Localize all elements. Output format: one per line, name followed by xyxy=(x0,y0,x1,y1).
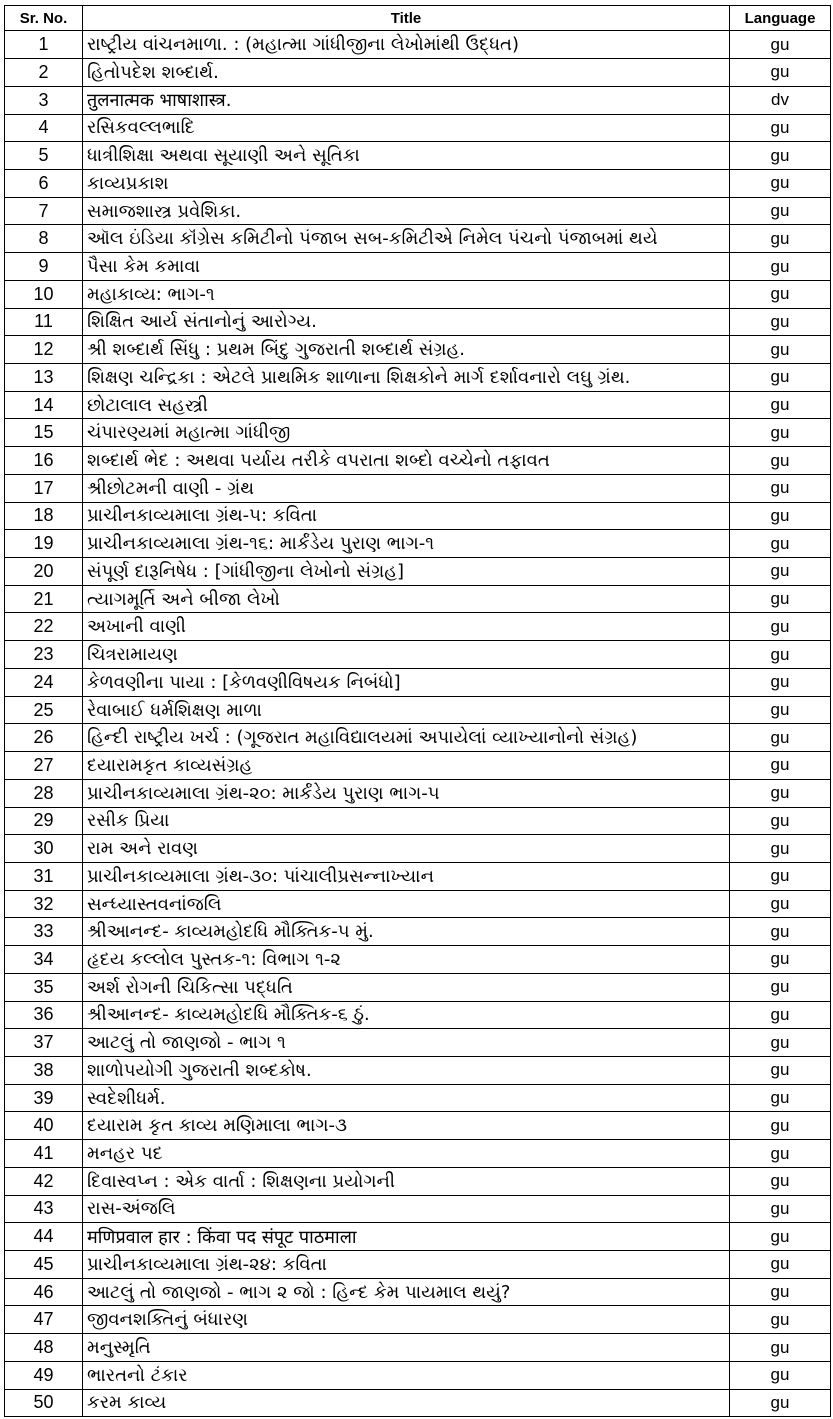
language-cell: gu xyxy=(730,696,831,724)
title-cell: શાળોપયોગી ગુજરાતી શબ્દકોષ. xyxy=(83,1056,730,1084)
language-cell: gu xyxy=(730,1167,831,1195)
sr-no-cell: 2 xyxy=(5,59,83,87)
title-cell: શ્રીછોટમની વાણી - ગ્રંથ xyxy=(83,474,730,502)
title-cell: પ્રાચીનકાવ્યમાલા ગ્રંથ-૧૬: માર્કંડેય પુરાણ ભાગ-૧ xyxy=(83,530,730,558)
language-cell: gu xyxy=(730,419,831,447)
language-cell: gu xyxy=(730,1001,831,1029)
title-cell: રેવાબાઈ ધર્મશિક્ષણ માળા xyxy=(83,696,730,724)
title-cell: શ્રીઆનન્દ- કાવ્યમહોદધિ મૌક્તિક-૬ ઠું. xyxy=(83,1001,730,1029)
table-row xyxy=(5,668,831,696)
title-cell: મનહર પદ xyxy=(83,1140,730,1168)
language-cell: gu xyxy=(730,724,831,752)
language-cell: gu xyxy=(730,946,831,974)
sr-no-cell: 29 xyxy=(5,807,83,835)
table-row xyxy=(5,1389,831,1417)
table-row xyxy=(5,807,831,835)
sr-no-cell: 27 xyxy=(5,752,83,780)
sr-no-cell: 7 xyxy=(5,197,83,225)
language-cell: gu xyxy=(730,308,831,336)
sr-no-cell: 26 xyxy=(5,724,83,752)
table-row xyxy=(5,419,831,447)
sr-no-cell: 20 xyxy=(5,558,83,586)
title-cell: ધાત્રીશિક્ષા અથવા સૂયાણી અને સૂતિકા xyxy=(83,142,730,170)
language-cell: gu xyxy=(730,1306,831,1334)
language-cell: gu xyxy=(730,558,831,586)
sr-no-cell: 32 xyxy=(5,890,83,918)
table-body xyxy=(5,31,831,1417)
language-cell: gu xyxy=(730,225,831,253)
table-row xyxy=(5,1361,831,1389)
table-row xyxy=(5,1223,831,1251)
sr-no-cell: 50 xyxy=(5,1389,83,1417)
table-row xyxy=(5,1306,831,1334)
table-row xyxy=(5,558,831,586)
sr-no-cell: 12 xyxy=(5,336,83,364)
sr-no-cell: 17 xyxy=(5,474,83,502)
language-cell: gu xyxy=(730,1389,831,1417)
language-cell: gu xyxy=(730,474,831,502)
language-cell: gu xyxy=(730,1029,831,1057)
table-row xyxy=(5,1251,831,1279)
language-cell: gu xyxy=(730,973,831,1001)
title-cell: મહાકાવ્ય: ભાગ-૧ xyxy=(83,280,730,308)
book-list-table xyxy=(4,5,831,1417)
table-row xyxy=(5,1056,831,1084)
title-cell: શ્રી શબ્દાર્થ સિંધુ : પ્રથમ બિંદુ ગુજરાતી શબ્દાર્થ સંગ્રહ. xyxy=(83,336,730,364)
title-cell: શબ્દાર્થ ભેદ : અથવા પર્યાય તરીકે વપરાતા શબ્દો વચ્ચેનો તફાવત xyxy=(83,447,730,475)
language-cell: gu xyxy=(730,1361,831,1389)
language-cell: gu xyxy=(730,253,831,281)
table-row xyxy=(5,696,831,724)
table-row xyxy=(5,1195,831,1223)
sr-no-cell: 25 xyxy=(5,696,83,724)
sr-no-cell: 16 xyxy=(5,447,83,475)
title-cell: હિતોપદેશ શબ્દાર્થ. xyxy=(83,59,730,87)
title-cell: રામ અને રાવણ xyxy=(83,835,730,863)
sr-no-cell: 34 xyxy=(5,946,83,974)
table-row xyxy=(5,530,831,558)
table-row xyxy=(5,86,831,114)
language-cell: gu xyxy=(730,114,831,142)
sr-no-cell: 28 xyxy=(5,779,83,807)
table-row xyxy=(5,890,831,918)
table-row xyxy=(5,502,831,530)
table-row xyxy=(5,1084,831,1112)
title-cell: પ્રાચીનકાવ્યમાલા ગ્રંથ-૩૦: પાંચાલીપ્રસન્નાખ્યાન xyxy=(83,862,730,890)
title-cell: ચિત્રરામાયણ xyxy=(83,641,730,669)
header-row xyxy=(5,6,831,31)
language-cell: gu xyxy=(730,1195,831,1223)
language-cell: gu xyxy=(730,59,831,87)
table-row xyxy=(5,779,831,807)
sr-no-cell: 33 xyxy=(5,918,83,946)
table-row xyxy=(5,280,831,308)
language-cell: gu xyxy=(730,447,831,475)
sr-no-cell: 22 xyxy=(5,613,83,641)
title-cell: જીવનશક્તિનું બંધારણ xyxy=(83,1306,730,1334)
title-header: Title xyxy=(83,6,730,31)
sr-no-cell: 19 xyxy=(5,530,83,558)
table-row xyxy=(5,1029,831,1057)
table-row xyxy=(5,835,831,863)
language-cell: gu xyxy=(730,668,831,696)
sr-no-cell: 14 xyxy=(5,391,83,419)
sr-no-cell: 5 xyxy=(5,142,83,170)
language-cell: gu xyxy=(730,142,831,170)
table-row xyxy=(5,641,831,669)
table-row xyxy=(5,946,831,974)
table-header xyxy=(5,6,831,31)
table-row xyxy=(5,31,831,59)
sr-no-cell: 18 xyxy=(5,502,83,530)
language-cell: gu xyxy=(730,1084,831,1112)
title-cell: હિન્દી રાષ્ટ્રીય ખર્ચ : (ગૂજરાત મહાવિદ્યાલયમાં અપાયેલાં વ્યાખ્યાનોનો સંગ્રહ) xyxy=(83,724,730,752)
sr-no-cell: 46 xyxy=(5,1278,83,1306)
table-row xyxy=(5,114,831,142)
sr-no-cell: 30 xyxy=(5,835,83,863)
language-cell: gu xyxy=(730,530,831,558)
table-row xyxy=(5,142,831,170)
table-row xyxy=(5,585,831,613)
language-cell: dv xyxy=(730,86,831,114)
table-row xyxy=(5,308,831,336)
table-row xyxy=(5,447,831,475)
language-cell: gu xyxy=(730,585,831,613)
table-row xyxy=(5,1140,831,1168)
table-row xyxy=(5,336,831,364)
language-cell: gu xyxy=(730,807,831,835)
language-cell: gu xyxy=(730,364,831,392)
title-cell: અર્શ રોગની ચિકિત્સા પદ્ધતિ xyxy=(83,973,730,1001)
table-row xyxy=(5,752,831,780)
language-cell: gu xyxy=(730,835,831,863)
sr-no-cell: 10 xyxy=(5,280,83,308)
table-row xyxy=(5,1001,831,1029)
table-row xyxy=(5,1112,831,1140)
title-cell: શિક્ષિત આર્ય સંતાનોનું આરોગ્ય. xyxy=(83,308,730,336)
sr-no-cell: 41 xyxy=(5,1140,83,1168)
title-cell: દયારામકૃત કાવ્યસંગ્રહ xyxy=(83,752,730,780)
sr-no-cell: 15 xyxy=(5,419,83,447)
title-cell: શ્રીઆનન્દ- કાવ્યમહોદધિ મૌક્તિક-૫ મું. xyxy=(83,918,730,946)
sr-no-header: Sr. No. xyxy=(5,6,83,31)
language-cell: gu xyxy=(730,862,831,890)
sr-no-cell: 11 xyxy=(5,308,83,336)
language-header: Language xyxy=(730,6,831,31)
table-row xyxy=(5,1278,831,1306)
language-cell: gu xyxy=(730,1112,831,1140)
title-cell: ચંપારણ્યમાં મહાત્મા ગાંધીજી xyxy=(83,419,730,447)
sr-no-cell: 36 xyxy=(5,1001,83,1029)
title-cell: આટલું તો જાણજો - ભાગ ૧ xyxy=(83,1029,730,1057)
title-cell: રસીક પ્રિયા xyxy=(83,807,730,835)
sr-no-cell: 42 xyxy=(5,1167,83,1195)
title-cell: પ્રાચીનકાવ્યમાલા ગ્રંથ-૨૪: કવિતા xyxy=(83,1251,730,1279)
sr-no-cell: 49 xyxy=(5,1361,83,1389)
sr-no-cell: 4 xyxy=(5,114,83,142)
title-cell: દયારામ કૃત કાવ્ય મણિમાલા ભાગ-૩ xyxy=(83,1112,730,1140)
language-cell: gu xyxy=(730,197,831,225)
sr-no-cell: 3 xyxy=(5,86,83,114)
title-cell: સંપૂર્ણ દારૂનિષેધ : [ગાંધીજીના લેખોનો સંગ્રહ] xyxy=(83,558,730,586)
sr-no-cell: 6 xyxy=(5,169,83,197)
language-cell: gu xyxy=(730,918,831,946)
language-cell: gu xyxy=(730,336,831,364)
table-row xyxy=(5,169,831,197)
sr-no-cell: 13 xyxy=(5,364,83,392)
table-row xyxy=(5,59,831,87)
sr-no-cell: 43 xyxy=(5,1195,83,1223)
table-row xyxy=(5,973,831,1001)
table-row xyxy=(5,364,831,392)
title-cell: तुलनात्मक भाषाशास्त्र. xyxy=(83,86,730,114)
language-cell: gu xyxy=(730,1251,831,1279)
language-cell: gu xyxy=(730,169,831,197)
title-cell: આટલું તો જાણજો - ભાગ ૨ જો : હિન્દ કેમ પાયમાલ થયું? xyxy=(83,1278,730,1306)
table-row xyxy=(5,1167,831,1195)
title-cell: ઑલ ઇંડિયા કૉંગ્રેસ કમિટીનો પંજાબ સબ-કમિટીએ નિમેલ પંચનો પંજાબમાં થયે xyxy=(83,225,730,253)
table-row xyxy=(5,862,831,890)
title-cell: હૃદય કલ્લોલ પુસ્તક-૧: વિભાગ ૧-૨ xyxy=(83,946,730,974)
sr-no-cell: 23 xyxy=(5,641,83,669)
sr-no-cell: 21 xyxy=(5,585,83,613)
language-cell: gu xyxy=(730,779,831,807)
sr-no-cell: 24 xyxy=(5,668,83,696)
title-cell: ત્યાગમૂર્તિ અને બીજા લેખો xyxy=(83,585,730,613)
language-cell: gu xyxy=(730,613,831,641)
title-cell: સ્વદેશીધર્મ. xyxy=(83,1084,730,1112)
table-row xyxy=(5,391,831,419)
sr-no-cell: 35 xyxy=(5,973,83,1001)
title-cell: કાવ્યપ્રકાશ xyxy=(83,169,730,197)
language-cell: gu xyxy=(730,890,831,918)
sr-no-cell: 9 xyxy=(5,253,83,281)
language-cell: gu xyxy=(730,752,831,780)
language-cell: gu xyxy=(730,1223,831,1251)
sr-no-cell: 39 xyxy=(5,1084,83,1112)
title-cell: કેળવણીના પાયા : [કેળવણીવિષયક નિબંધો] xyxy=(83,668,730,696)
language-cell: gu xyxy=(730,641,831,669)
title-cell: પૈસા કેમ કમાવા xyxy=(83,253,730,281)
title-cell: ભારતનો ટંકાર xyxy=(83,1361,730,1389)
language-cell: gu xyxy=(730,1140,831,1168)
title-cell: દિવાસ્વપ્ન : એક વાર્તા : શિક્ષણના પ્રયોગની xyxy=(83,1167,730,1195)
sr-no-cell: 44 xyxy=(5,1223,83,1251)
table-row xyxy=(5,1334,831,1362)
sr-no-cell: 1 xyxy=(5,31,83,59)
title-cell: સન્ધ્યાસ્તવનાંજલિ xyxy=(83,890,730,918)
title-cell: પ્રાચીનકાવ્યમાલા ગ્રંથ-૨૦: માર્કંડેય પુરાણ ભાગ-૫ xyxy=(83,779,730,807)
title-cell: શિક્ષણ ચન્દ્રિકા : એટલે પ્રાથમિક શાળાના શિક્ષકોને માર્ગ દર્શાવનારો લઘુ ગ્રંથ. xyxy=(83,364,730,392)
title-cell: રાસ-અંજલિ xyxy=(83,1195,730,1223)
title-cell: અખાની વાણી xyxy=(83,613,730,641)
table-row xyxy=(5,613,831,641)
language-cell: gu xyxy=(730,1056,831,1084)
language-cell: gu xyxy=(730,502,831,530)
title-cell: મનુસ્મૃતિ xyxy=(83,1334,730,1362)
sr-no-cell: 45 xyxy=(5,1251,83,1279)
table-row xyxy=(5,724,831,752)
sr-no-cell: 40 xyxy=(5,1112,83,1140)
title-cell: સમાજશાસ્ત્ર પ્રવેશિકા. xyxy=(83,197,730,225)
language-cell: gu xyxy=(730,391,831,419)
sr-no-cell: 31 xyxy=(5,862,83,890)
table-row xyxy=(5,918,831,946)
sr-no-cell: 38 xyxy=(5,1056,83,1084)
table-row xyxy=(5,197,831,225)
title-cell: છોટાલાલ સહસ્ત્રી xyxy=(83,391,730,419)
title-cell: કરમ કાવ્ય xyxy=(83,1389,730,1417)
title-cell: मणिप्रवाल हार : किंवा पद संपूट पाठमाला xyxy=(83,1223,730,1251)
language-cell: gu xyxy=(730,1278,831,1306)
table-row xyxy=(5,225,831,253)
sr-no-cell: 48 xyxy=(5,1334,83,1362)
sr-no-cell: 47 xyxy=(5,1306,83,1334)
title-cell: પ્રાચીનકાવ્યમાલા ગ્રંથ-૫: કવિતા xyxy=(83,502,730,530)
table-row xyxy=(5,253,831,281)
title-cell: રાષ્ટ્રીય વાંચનમાળા. : (મહાત્મા ગાંધીજીના લેખોમાંથી ઉદ્ધત) xyxy=(83,31,730,59)
table-row xyxy=(5,474,831,502)
language-cell: gu xyxy=(730,31,831,59)
language-cell: gu xyxy=(730,1334,831,1362)
sr-no-cell: 37 xyxy=(5,1029,83,1057)
language-cell: gu xyxy=(730,280,831,308)
sr-no-cell: 8 xyxy=(5,225,83,253)
title-cell: રસિકવલ્લભાદિ xyxy=(83,114,730,142)
